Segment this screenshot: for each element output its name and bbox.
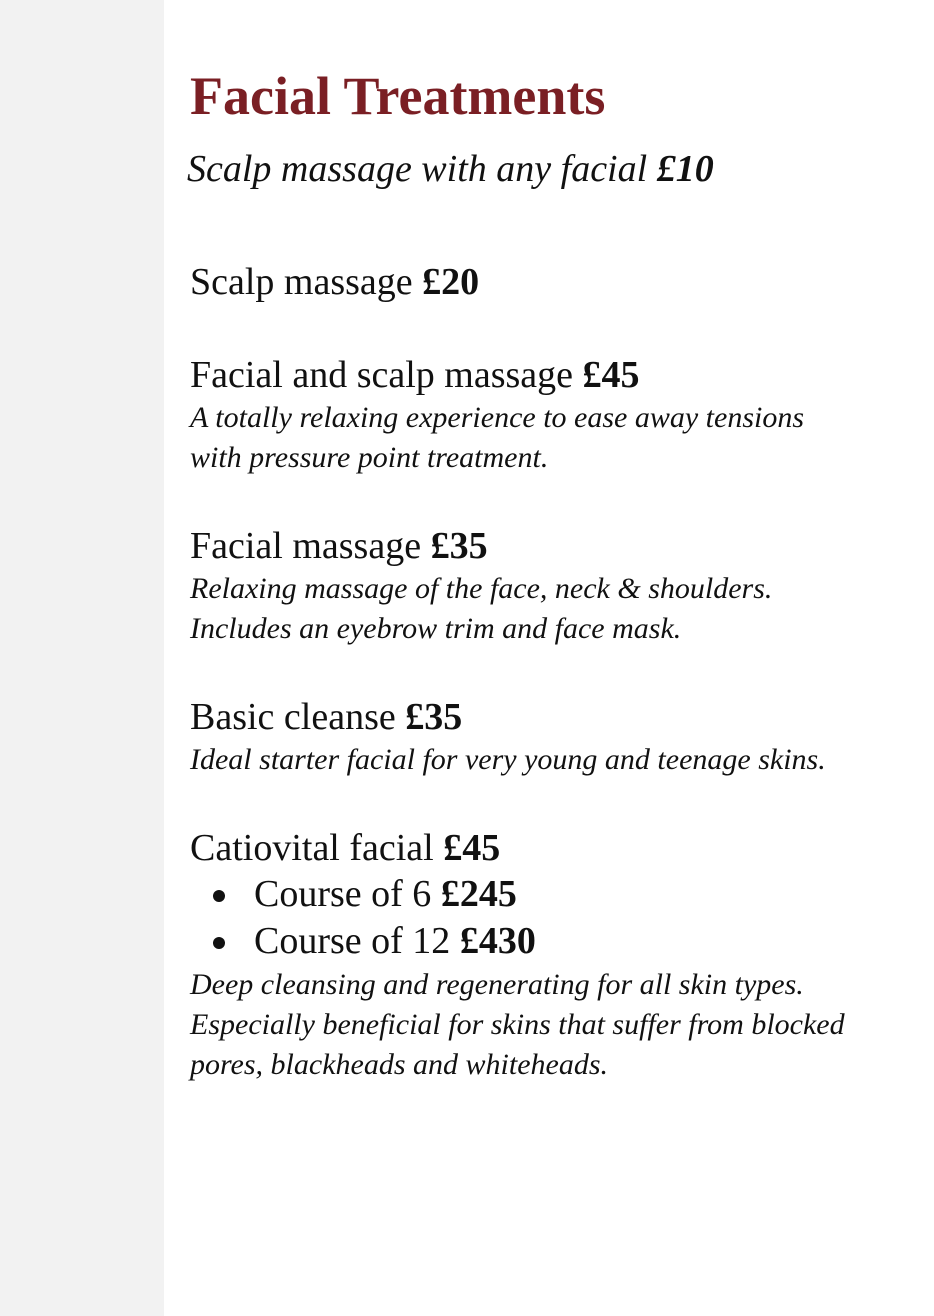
scalp-addon-text: Scalp massage with any facial bbox=[187, 148, 657, 190]
page-title: Facial Treatments bbox=[190, 66, 606, 126]
course-12-item bbox=[190, 918, 910, 965]
facial-scalp-massage-name: Facial and scalp massage bbox=[190, 354, 583, 396]
course-6-label: Course of 6 bbox=[254, 873, 441, 915]
description-line: Relaxing massage of the face, neck & shoulders. bbox=[190, 572, 773, 605]
description-line: A totally relaxing experience to ease away tensions bbox=[190, 401, 805, 434]
description-line: with pressure point treatment. bbox=[190, 441, 549, 474]
catiovital-facial-title bbox=[190, 825, 910, 871]
catiovital-facial-item bbox=[190, 825, 910, 1085]
course-6-item bbox=[190, 871, 910, 918]
course-6-price: £245 bbox=[440, 873, 517, 915]
catiovital-facial-price: £45 bbox=[443, 827, 501, 869]
facial-scalp-massage-description bbox=[190, 398, 910, 478]
facial-massage-item bbox=[190, 523, 910, 649]
course-12-price: £430 bbox=[459, 920, 536, 962]
facial-massage-title bbox=[190, 523, 910, 569]
basic-cleanse-price: £35 bbox=[405, 696, 463, 738]
course-list bbox=[190, 871, 910, 965]
description-line: Especially beneficial for skins that suffer from blocked bbox=[190, 1008, 845, 1041]
description-line: pores, blackheads and whiteheads. bbox=[190, 1048, 608, 1081]
catiovital-facial-name: Catiovital facial bbox=[190, 827, 444, 869]
basic-cleanse-title bbox=[190, 694, 910, 740]
catiovital-facial-description bbox=[190, 965, 910, 1085]
basic-cleanse-name: Basic cleanse bbox=[190, 696, 406, 738]
course-12-label: Course of 12 bbox=[254, 920, 460, 962]
description-line: Ideal starter facial for very young and teenage skins. bbox=[190, 743, 826, 776]
page bbox=[164, 0, 934, 1316]
facial-scalp-massage-item bbox=[190, 352, 910, 478]
facial-massage-price: £35 bbox=[430, 525, 488, 567]
left-gutter bbox=[0, 0, 164, 1316]
facial-scalp-massage-price: £45 bbox=[582, 354, 640, 396]
description-line: Includes an eyebrow trim and face mask. bbox=[190, 612, 682, 645]
scalp-massage-item bbox=[190, 259, 910, 305]
scalp-addon-offer bbox=[187, 144, 910, 194]
scalp-massage-name: Scalp massage bbox=[190, 261, 423, 303]
facial-massage-name: Facial massage bbox=[190, 525, 431, 567]
basic-cleanse-description bbox=[190, 740, 910, 780]
facial-massage-description bbox=[190, 569, 910, 649]
description-line: Deep cleansing and regenerating for all skin types. bbox=[190, 968, 804, 1001]
scalp-massage-price: £20 bbox=[422, 261, 480, 303]
scalp-addon-price: £10 bbox=[656, 148, 714, 190]
scalp-massage-title bbox=[190, 259, 910, 305]
treatment-menu bbox=[187, 62, 910, 1085]
basic-cleanse-item bbox=[190, 694, 910, 780]
facial-scalp-massage-title bbox=[190, 352, 910, 398]
